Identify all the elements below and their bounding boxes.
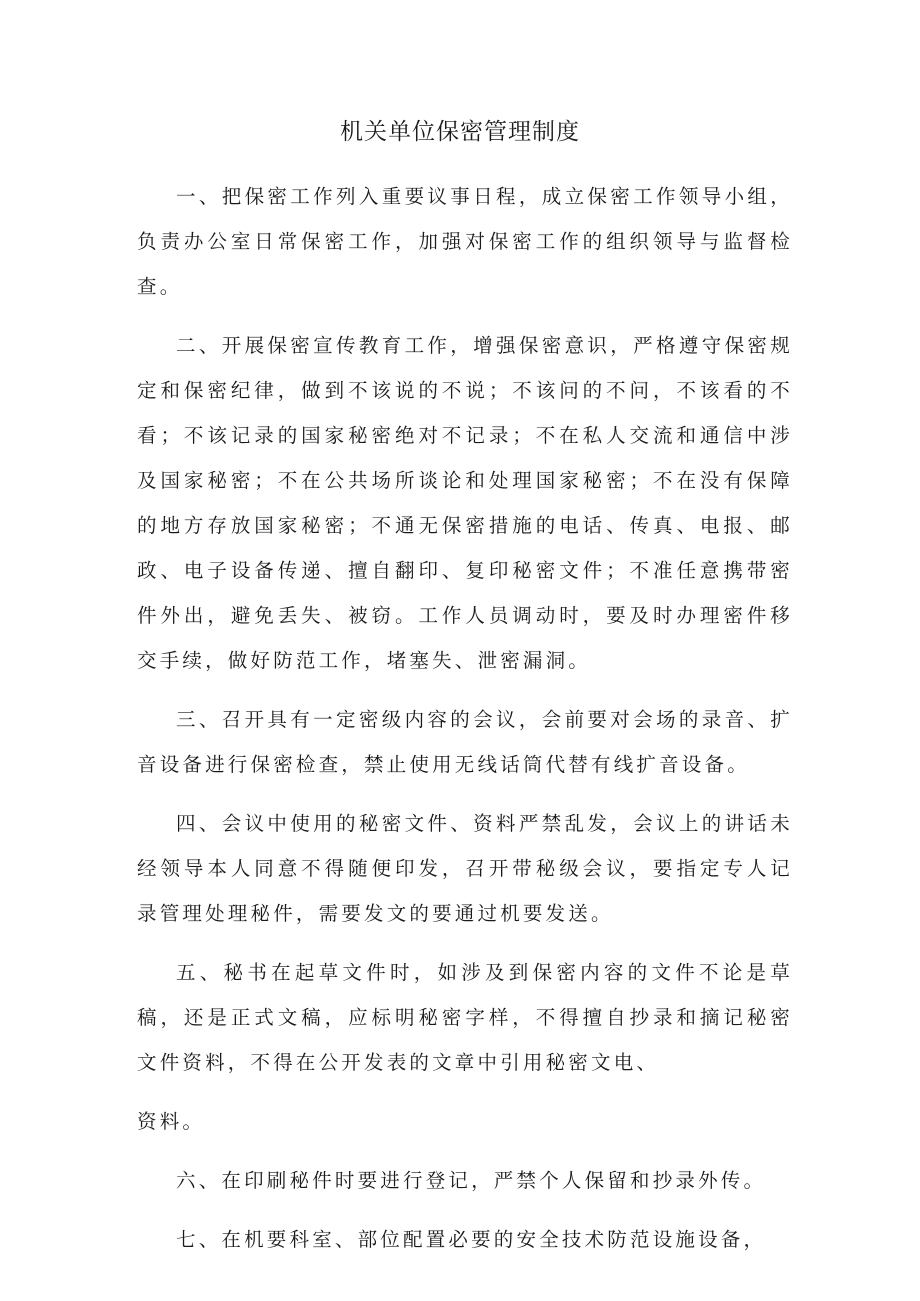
paragraph-2: 二、开展保密宣传教育工作，增强保密意识，严格遵守保密规定和保密纪律，做到不该说的不说；不该问的不问，不该看的不看；不该记录的国家秘密绝对不记录；不在私人交流和通信中涉及国家秘密；不在公共场所谈论和处理国家秘密；不在没有保障的地方存放国家秘密；不通无保密措施的电话、传真、电报、邮政、电子设备传递、擅自翻印、复印秘密文件；不准任意携带密件外出，避免丢失、被窃。工作人员调动时，要及时办理密件移交手续，做好防范工作，堵塞失、泄密漏洞。 bbox=[137, 334, 793, 672]
paragraph-1: 一、把保密工作列入重要议事日程，成立保密工作领导小组，负责办公室日常保密工作，加强对保密工作的组织领导与监督检查。 bbox=[137, 185, 793, 298]
paragraph-5-continuation: 资料。 bbox=[137, 1110, 206, 1133]
paragraph-4: 四、会议中使用的秘密文件、资料严禁乱发，会议上的讲话未经领导本人同意不得随便印发，召开带秘级会议，要指定专人记录管理处理秘件，需要发文的要通过机要发送。 bbox=[137, 812, 793, 925]
document-body bbox=[137, 174, 793, 1276]
paragraph-3: 三、召开具有一定密级内容的会议，会前要对会场的录音、扩音设备进行保密检查，禁止使用无线话筒代替有线扩音设备。 bbox=[137, 708, 793, 776]
paragraph-5: 五、秘书在起草文件时，如涉及到保密内容的文件不论是草稿，还是正式文稿，应标明秘密字样，不得擅自抄录和摘记秘密文件资料，不得在公开发表的文章中引用秘密文电、 bbox=[137, 961, 793, 1074]
paragraph-6: 六、在印刷秘件时要进行登记，严禁个人保留和抄录外传。 bbox=[176, 1169, 767, 1192]
document-title: 机关单位保密管理制度 bbox=[340, 119, 580, 145]
paragraph-7: 七、在机要科室、部位配置必要的安全技术防范设施设备， bbox=[176, 1228, 767, 1251]
